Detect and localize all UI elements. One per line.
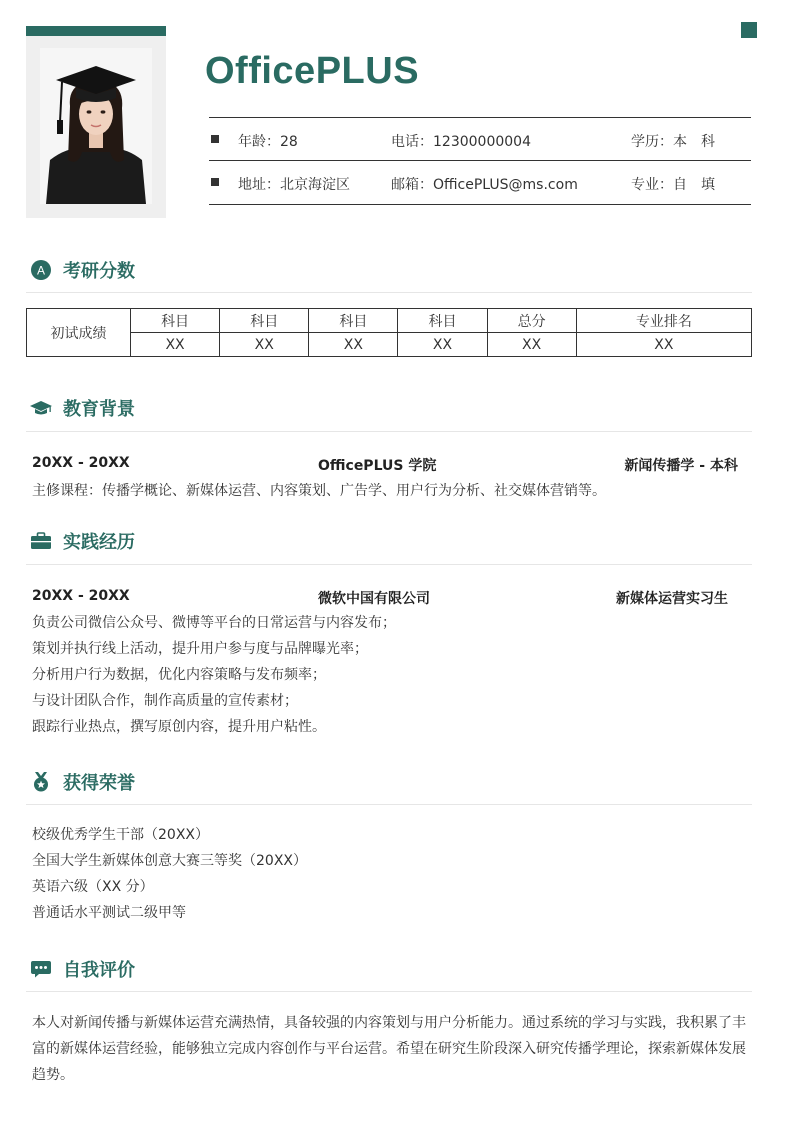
section-practice-divider bbox=[26, 564, 752, 565]
score-header: 总分 bbox=[487, 309, 576, 333]
bullet-icon bbox=[211, 135, 219, 143]
section-honors-title bbox=[30, 769, 135, 795]
score-value: XX bbox=[220, 333, 309, 357]
score-value: XX bbox=[309, 333, 398, 357]
section-honors-divider bbox=[26, 804, 752, 805]
section-education-heading: 教育背景 bbox=[63, 399, 135, 420]
list-item: 全国大学生新媒体创意大赛三等奖（20XX） bbox=[32, 853, 307, 869]
scores-table bbox=[26, 308, 752, 357]
section-self-eval-heading: 自我评价 bbox=[63, 960, 135, 981]
section-scores-heading: 考研分数 bbox=[63, 261, 135, 282]
medal-icon bbox=[30, 771, 52, 793]
self-eval-line: 趋势。 bbox=[32, 1067, 74, 1083]
header-accent-bar bbox=[26, 26, 166, 36]
score-value: XX bbox=[576, 333, 751, 357]
honors-list bbox=[32, 822, 307, 926]
list-item: 与设计团队合作，制作高质量的宣传素材； bbox=[32, 693, 298, 709]
score-header: 科目 bbox=[131, 309, 220, 333]
education-school: OfficePLUS 学院 bbox=[318, 458, 437, 474]
table-row bbox=[27, 309, 752, 333]
score-value: XX bbox=[487, 333, 576, 357]
email-value: 邮箱：OfficePLUS@ms.com bbox=[391, 177, 578, 193]
age-value: 年龄：28 bbox=[238, 134, 298, 150]
list-item: 校级优秀学生干部（20XX） bbox=[32, 827, 209, 843]
list-item: 负责公司微信公众号、微博等平台的日常运营与内容发布； bbox=[32, 615, 396, 631]
info-divider-top bbox=[209, 117, 751, 118]
briefcase-icon bbox=[30, 530, 52, 552]
phone-value: 电话：12300000004 bbox=[391, 134, 531, 150]
score-header: 科目 bbox=[220, 309, 309, 333]
candidate-name: OfficePLUS bbox=[205, 50, 420, 92]
score-header: 科目 bbox=[398, 309, 487, 333]
major-value: 专业：自 填 bbox=[631, 177, 715, 193]
practice-period: 20XX - 20XX bbox=[32, 588, 130, 604]
circle-a-icon-letter: A bbox=[36, 263, 46, 278]
address-value: 地址：北京海淀区 bbox=[238, 177, 350, 193]
practice-duties bbox=[32, 610, 396, 740]
self-eval-line: 本人对新闻传播与新媒体运营充满热情，具备较强的内容策划与用户分析能力。通过系统的学习与实践，我积累了丰 bbox=[32, 1015, 746, 1031]
circle-a-icon bbox=[30, 259, 52, 281]
corner-accent-square bbox=[741, 22, 757, 38]
chat-bubble-icon bbox=[30, 958, 52, 980]
list-item: 英语六级（XX 分） bbox=[32, 879, 154, 895]
practice-entry bbox=[32, 588, 742, 608]
section-education-title bbox=[30, 395, 135, 421]
info-row-1 bbox=[209, 119, 751, 161]
score-header: 科目 bbox=[309, 309, 398, 333]
self-eval-line: 富的新媒体运营经验，能够独立完成内容创作与平台运营。希望在研究生阶段深入研究传播学理论，探索新媒体发展 bbox=[32, 1041, 746, 1057]
education-entry bbox=[32, 455, 742, 475]
list-item: 普通话水平测试二级甲等 bbox=[32, 905, 186, 921]
section-education-divider bbox=[26, 431, 752, 432]
list-item: 策划并执行线上活动，提升用户参与度与品牌曝光率； bbox=[32, 641, 368, 657]
section-practice-title bbox=[30, 528, 135, 554]
profile-photo bbox=[40, 48, 152, 204]
score-value: XX bbox=[398, 333, 487, 357]
score-header: 专业排名 bbox=[576, 309, 751, 333]
table-row bbox=[27, 333, 752, 357]
section-practice-heading: 实践经历 bbox=[63, 532, 135, 553]
self-eval-text bbox=[32, 1010, 754, 1088]
section-self-eval-title bbox=[30, 956, 135, 982]
info-row-2 bbox=[209, 162, 751, 204]
practice-role: 新媒体运营实习生 bbox=[616, 591, 728, 607]
info-divider-middle bbox=[209, 160, 751, 161]
section-self-eval-divider bbox=[26, 991, 752, 992]
section-scores-divider bbox=[26, 292, 752, 293]
practice-company: 微软中国有限公司 bbox=[318, 591, 430, 607]
info-divider-bottom bbox=[209, 204, 751, 205]
scores-row-label: 初试成绩 bbox=[27, 309, 131, 357]
education-major: 新闻传播学 - 本科 bbox=[624, 458, 738, 474]
score-value: XX bbox=[131, 333, 220, 357]
list-item: 分析用户行为数据，优化内容策略与发布频率； bbox=[32, 667, 326, 683]
graduation-cap-icon bbox=[30, 397, 52, 419]
education-courses: 主修课程：传播学概论、新媒体运营、内容策划、广告学、用户行为分析、社交媒体营销等。 bbox=[32, 483, 606, 499]
bullet-icon bbox=[211, 178, 219, 186]
degree-value: 学历：本 科 bbox=[631, 134, 715, 150]
section-honors-heading: 获得荣誉 bbox=[63, 773, 135, 794]
list-item: 跟踪行业热点，撰写原创内容，提升用户粘性。 bbox=[32, 719, 326, 735]
education-period: 20XX - 20XX bbox=[32, 455, 130, 471]
section-scores-title bbox=[30, 257, 135, 283]
